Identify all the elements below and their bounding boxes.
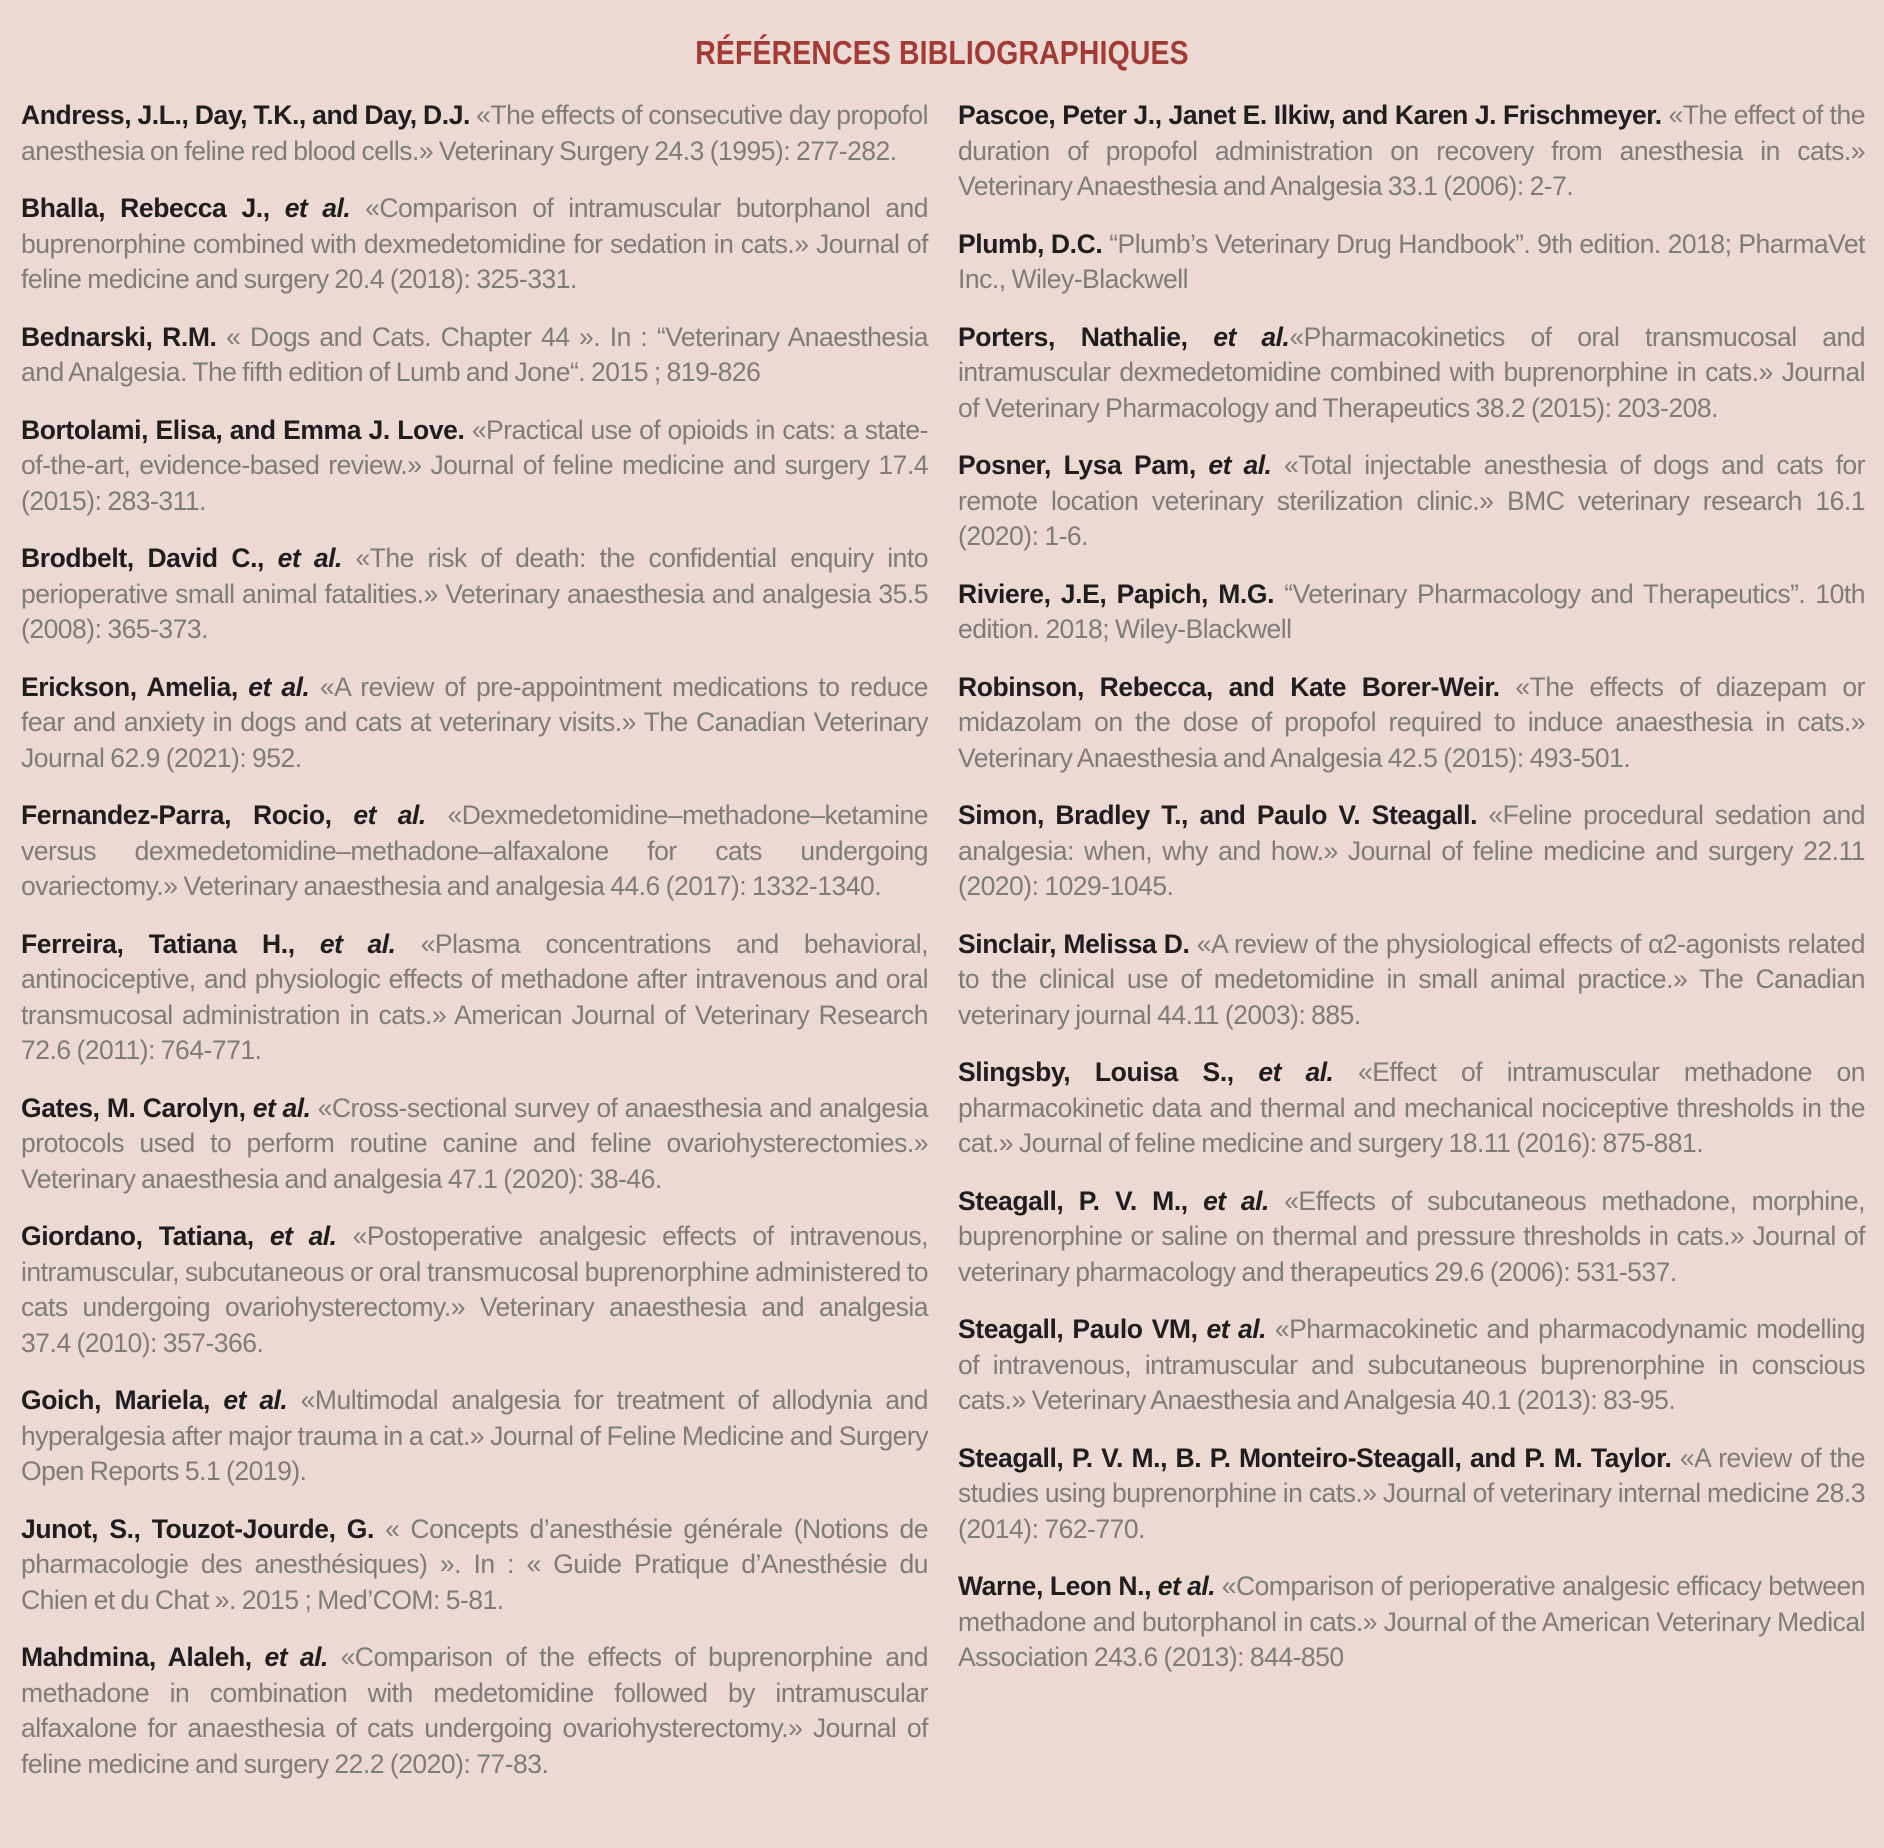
reference-citation: «Comparison of perioperative analgesic efficacy between methadone and butorphanol in cats.» Journal of the American Veterinary Medical Association 243.6 (2013): 844-850: [958, 1571, 1865, 1672]
reference-etal: et al.: [245, 1092, 311, 1123]
reference-etal: et al.: [1197, 1314, 1266, 1344]
reference-etal: et al.: [269, 193, 351, 223]
reference-citation: «Total injectable anesthesia of dogs and cats for remote location veterinary sterilization clinic.» BMC veterinary research 16.1 (2020): 1-6.: [958, 450, 1865, 551]
reference-citation: «Feline procedural sedation and analgesia: when, why and how.» Journal of feline medicine and surgery 22.11 (2020): 1029-1045.: [958, 800, 1865, 901]
reference-author: Steagall, P. V. M., B. P. Monteiro-Steagall, and P. M. Taylor.: [958, 1442, 1672, 1473]
reference-entry: [21, 1383, 928, 1490]
reference-etal: et al.: [237, 671, 310, 702]
reference-author: Junot, S., Touzot-Jourde, G.: [21, 1513, 374, 1544]
reference-author: Riviere, J.E, Papich, M.G.: [958, 578, 1275, 609]
reference-author: Fernandez-Parra, Rocio,: [21, 800, 332, 830]
reference-entry: [21, 1640, 928, 1782]
reference-author: Goich, Mariela,: [21, 1385, 211, 1415]
reference-entry: [958, 320, 1865, 427]
reference-citation: «Effects of subcutaneous methadone, morphine, buprenorphine or saline on thermal and pressure thresholds in cats.» Journal of veterinary pharmacology and therapeutics 29.6 (2006): 531-537.: [958, 1185, 1865, 1287]
reference-etal: et al.: [264, 543, 342, 573]
reference-entry: [21, 1091, 928, 1198]
reference-author: Bednarski, R.M.: [21, 321, 217, 352]
reference-etal: et al.: [1233, 1057, 1334, 1087]
reference-citation: «The effects of diazepam or midazolam on the dose of propofol required to induce anaesthesia in cats.» Veterinary Anaesthesia and Analgesia 42.5 (2015): 493-501.: [958, 671, 1865, 773]
reference-entry: [21, 541, 928, 648]
reference-entry: [958, 927, 1865, 1034]
reference-citation: «The effects of consecutive day propofol anesthesia on feline red blood cells.» Veterinary Surgery 24.3 (1995): 277-282.: [21, 100, 928, 166]
reference-entry: [958, 1184, 1865, 1291]
reference-entry: [958, 577, 1865, 648]
reference-entry: [958, 798, 1865, 905]
reference-entry: [21, 798, 928, 905]
reference-etal: et al.: [1187, 321, 1290, 352]
reference-citation: “Veterinary Pharmacology and Therapeutics”. 10th edition. 2018; Wiley-Blackwell: [958, 578, 1865, 644]
reference-citation: «Practical use of opioids in cats: a state-of-the-art, evidence-based review.» Journal of feline medicine and surgery 17.4 (2015): 283-311.: [21, 414, 928, 516]
reference-entry: [958, 670, 1865, 777]
reference-citation: «A review of the studies using buprenorphine in cats.» Journal of veterinary internal medicine 28.3 (2014): 762-770.: [958, 1442, 1865, 1544]
reference-citation: «Postoperative analgesic effects of intravenous, intramuscular, subcutaneous or oral transmucosal buprenorphine administered to cats undergoing ovariohysterectomy.» Veterinary anaesthesia and analgesia 37.4 (2010): 357-366.: [21, 1221, 928, 1358]
reference-citation: «A review of pre-appointment medications to reduce fear and anxiety in dogs and cats at veterinary visits.» The Canadian Veterinary Journal 62.9 (2021): 952.: [21, 671, 928, 773]
reference-author: Pascoe, Peter J., Janet E. Ilkiw, and Karen J. Frischmeyer.: [958, 100, 1662, 130]
reference-entry: [21, 670, 928, 777]
reference-citation: «A review of the physiological effects of α2-agonists related to the clinical use of medetomidine in small animal practice.» The Canadian veterinary journal 44.11 (2003): 885.: [958, 928, 1865, 1030]
reference-entry: [958, 1055, 1865, 1162]
reference-citation: « Concepts d’anesthésie générale (Notions de pharmacologie des anesthésiques) ». In : « Guide Pratique d’Anesthésie du Chien et du Chat ». 2015 ; Med’COM: 5-81.: [21, 1513, 928, 1615]
reference-author: Sinclair, Melissa D.: [958, 928, 1190, 959]
reference-citation: «Cross-sectional survey of anaesthesia and analgesia protocols used to perform routine canine and feline ovariohysterectomies.» Veterinary anaesthesia and analgesia 47.1 (2020): 38-46.: [21, 1092, 928, 1194]
reference-entry: [21, 1219, 928, 1361]
reference-citation: «Multimodal analgesia for treatment of allodynia and hyperalgesia after major trauma in a cat.» Journal of Feline Medicine and Surgery Open Reports 5.1 (2019).: [21, 1385, 928, 1486]
reference-author: Warne, Leon N.,: [958, 1571, 1152, 1601]
reference-author: Erickson, Amelia,: [21, 671, 238, 702]
reference-entry: [21, 927, 928, 1069]
reference-entry: [21, 1512, 928, 1619]
reference-author: Steagall, Paulo VM,: [958, 1314, 1198, 1344]
reference-etal: et al.: [1151, 1571, 1216, 1601]
reference-author: Mahdmina, Alaleh,: [21, 1642, 252, 1672]
reference-citation: «Plasma concentrations and behavioral, antinociceptive, and physiologic effects of methadone after intravenous and oral transmucosal administration in cats.» American Journal of Veterinary Research 72.6 (2011): 764-771.: [21, 928, 928, 1065]
reference-citation: «Dexmedetomidine–methadone–ketamine versus dexmedetomidine–methadone–alfaxalone for cats undergoing ovariectomy.» Veterinary anaesthesia and analgesia 44.6 (2017): 1332-1340.: [21, 800, 928, 901]
reference-entry: [958, 227, 1865, 298]
reference-entry: [21, 413, 928, 520]
reference-citation: «The effect of the duration of propofol administration on recovery from anesthesia in cats.» Veterinary Anaesthesia and Analgesia 33.1 (2006): 2-7.: [958, 100, 1865, 201]
reference-author: Bhalla, Rebecca J.,: [21, 193, 270, 223]
reference-author: Slingsby, Louisa S.,: [958, 1057, 1234, 1087]
reference-etal: et al.: [1195, 450, 1272, 480]
reference-author: Posner, Lysa Pam,: [958, 450, 1196, 480]
reference-author: Ferreira, Tatiana H.,: [21, 928, 295, 959]
reference-etal: et al.: [210, 1385, 288, 1415]
reference-entry: [958, 1441, 1865, 1548]
reference-citation: «Effect of intramuscular methadone on pharmacokinetic data and thermal and mechanical nociceptive thresholds in the cat.» Journal of feline medicine and surgery 18.11 (2016): 875-881.: [958, 1057, 1865, 1158]
reference-etal: et al.: [331, 800, 426, 830]
reference-entry: [958, 448, 1865, 555]
reference-etal: et al.: [253, 1221, 337, 1251]
reference-author: Bortolami, Elisa, and Emma J. Love.: [21, 414, 465, 445]
reference-etal: et al.: [1187, 1185, 1269, 1216]
reference-author: Plumb, D.C.: [958, 228, 1103, 259]
reference-author: Andress, J.L., Day, T.K., and Day, D.J.: [21, 100, 470, 130]
reference-author: Gates, M. Carolyn,: [21, 1092, 246, 1123]
references-column-right: [958, 98, 1865, 1698]
reference-entry: [21, 320, 928, 391]
reference-citation: «Pharmacokinetic and pharmacodynamic modelling of intravenous, intramuscular and subcutaneous buprenorphine in conscious cats.» Veterinary Anaesthesia and Analgesia 40.1 (2013): 83-95.: [958, 1314, 1865, 1415]
reference-author: Robinson, Rebecca, and Kate Borer-Weir.: [958, 671, 1500, 702]
reference-citation: « Dogs and Cats. Chapter 44 ». In : “Veterinary Anaesthesia and Analgesia. The fifth edition of Lumb and Jone“. 2015 ; 819-826: [21, 321, 928, 387]
reference-entry: [958, 98, 1865, 205]
reference-citation: “Plumb’s Veterinary Drug Handbook”. 9th edition. 2018; PharmaVet Inc., Wiley-Blackwell: [958, 228, 1865, 294]
reference-author: Porters, Nathalie,: [958, 321, 1188, 352]
reference-author: Giordano, Tatiana,: [21, 1221, 254, 1251]
reference-author: Brodbelt, David C.,: [21, 543, 265, 573]
reference-author: Steagall, P. V. M.,: [958, 1185, 1188, 1216]
reference-author: Simon, Bradley T., and Paulo V. Steagall.: [958, 800, 1478, 830]
reference-citation: «Pharmacokinetics of oral transmucosal and intramuscular dexmedetomidine combined with buprenorphine in cats.» Journal of Veterinary Pharmacology and Therapeutics 38.2 (2015): 203-208.: [958, 321, 1865, 423]
reference-citation: «Comparison of intramuscular butorphanol and buprenorphine combined with dexmedetomidine for sedation in cats.» Journal of feline medicine and surgery 20.4 (2018): 325-331.: [21, 193, 928, 294]
reference-citation: «The risk of death: the confidential enquiry into perioperative small animal fatalities.» Veterinary anaesthesia and analgesia 35.5 (2008): 365-373.: [21, 543, 928, 644]
references-column-left: [21, 98, 928, 1804]
reference-entry: [958, 1312, 1865, 1419]
reference-etal: et al.: [294, 928, 396, 959]
page-title: RÉFÉRENCES BIBLIOGRAPHIQUES: [695, 34, 1189, 71]
reference-entry: [21, 191, 928, 298]
reference-etal: et al.: [251, 1642, 328, 1672]
reference-entry: [21, 98, 928, 169]
reference-entry: [958, 1569, 1865, 1676]
reference-citation: «Comparison of the effects of buprenorphine and methadone in combination with medetomidine followed by intramuscular alfaxalone for anaesthesia of cats undergoing ovariohysterectomy.» Journal of feline medicine and surgery 22.2 (2020): 77-83.: [21, 1642, 928, 1779]
